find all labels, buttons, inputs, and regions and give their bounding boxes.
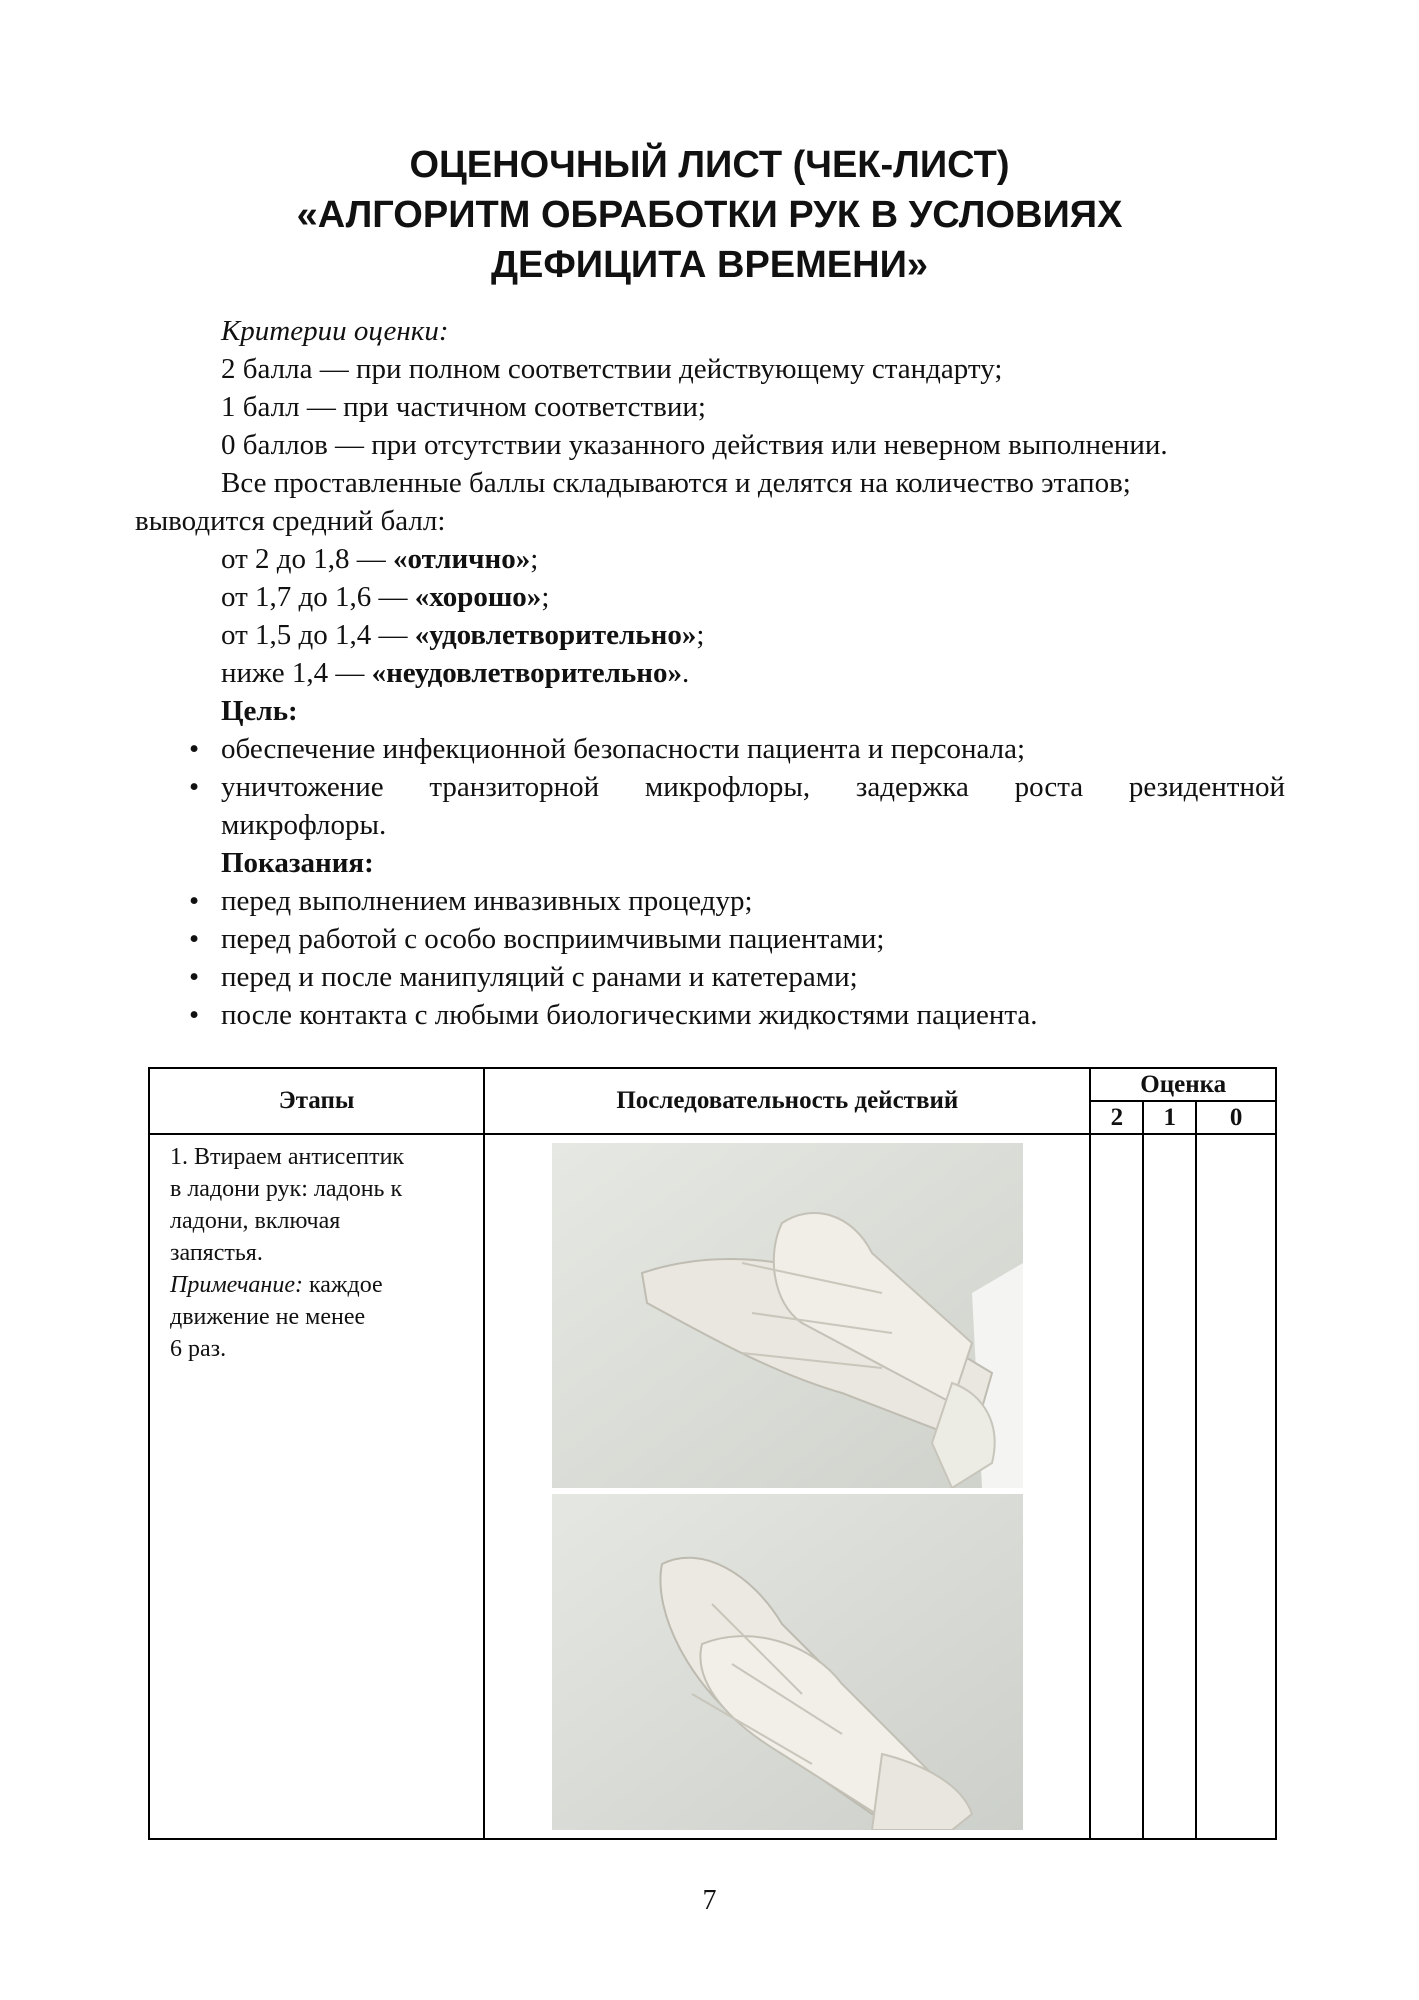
sequence-cell bbox=[484, 1134, 1090, 1839]
indication-text: перед работой с особо восприимчивыми пациентами; bbox=[221, 923, 885, 955]
grade-line bbox=[135, 540, 1285, 578]
sum-rule-line: Все проставленные баллы складываются и делятся на количество этапов; bbox=[221, 467, 1131, 499]
bullet-icon: • bbox=[189, 961, 200, 993]
stage-cell bbox=[149, 1134, 484, 1839]
grade-label: «удовлетворительно» bbox=[414, 619, 697, 651]
header-score-2: 2 bbox=[1090, 1101, 1143, 1134]
header-sequence: Последовательность действий bbox=[484, 1068, 1090, 1134]
criteria-line: 0 баллов — при отсутствии указанного действия или неверном выполнении. bbox=[221, 429, 1168, 461]
grade-label: «неудовлетворительно» bbox=[371, 657, 682, 689]
indication-item bbox=[135, 996, 1285, 1034]
goal-item-text: обеспечение инфекционной безопасности пациента и персонала; bbox=[221, 733, 1026, 765]
grade-end: ; bbox=[696, 619, 705, 651]
sum-rule-line: выводится средний балл: bbox=[135, 505, 446, 537]
header-score: Оценка bbox=[1090, 1068, 1276, 1101]
criteria-line: 2 балла — при полном соответствии действующему стандарту; bbox=[221, 353, 1003, 385]
bullet-icon: • bbox=[189, 885, 200, 917]
indication-item bbox=[135, 920, 1285, 958]
page-number: 7 bbox=[702, 1885, 717, 1916]
indication-item bbox=[135, 882, 1285, 920]
grade-range: ниже 1,4 — bbox=[221, 657, 372, 689]
document-title bbox=[0, 140, 1419, 290]
goal-heading: Цель: bbox=[221, 695, 298, 727]
stage-text-line: запястья. bbox=[170, 1240, 263, 1266]
indication-text: перед выполнением инвазивных процедур; bbox=[221, 885, 753, 917]
title-line-1: ОЦЕНОЧНЫЙ ЛИСТ (ЧЕК-ЛИСТ) bbox=[409, 144, 1010, 186]
title-line-2: «АЛГОРИТМ ОБРАБОТКИ РУК В УСЛОВИЯХ bbox=[296, 194, 1123, 236]
goal-item bbox=[135, 730, 1285, 768]
criteria-heading: Критерии оценки: bbox=[221, 315, 449, 347]
bullet-icon: • bbox=[189, 733, 200, 765]
grade-line bbox=[135, 654, 1285, 692]
photo-palm-to-palm-1 bbox=[552, 1143, 1023, 1488]
note-label: Примечание: bbox=[170, 1272, 303, 1298]
goal-item-text: уничтожение транзиторной микрофлоры, задержка роста резидентной bbox=[221, 771, 1285, 803]
grade-end: . bbox=[681, 657, 690, 689]
score-cell-1[interactable] bbox=[1143, 1134, 1196, 1839]
table-row bbox=[149, 1134, 1276, 1839]
grade-range: от 2 до 1,8 — bbox=[221, 543, 394, 575]
indication-item bbox=[135, 958, 1285, 996]
grade-end: ; bbox=[541, 581, 550, 613]
grade-line bbox=[135, 578, 1285, 616]
indications-heading: Показания: bbox=[221, 847, 374, 879]
bullet-icon: • bbox=[189, 771, 200, 803]
stage-text-line: ладони, включая bbox=[170, 1208, 341, 1234]
bullet-icon: • bbox=[189, 999, 200, 1031]
goal-item-continuation: микрофлоры. bbox=[221, 809, 387, 841]
stage-text-line: 1. Втираем антисептик bbox=[170, 1144, 405, 1170]
score-cell-0[interactable] bbox=[1196, 1134, 1276, 1839]
stage-text-line: в ладони рук: ладонь к bbox=[170, 1176, 403, 1202]
header-score-1: 1 bbox=[1143, 1101, 1196, 1134]
photo-palm-to-palm-2 bbox=[552, 1494, 1023, 1830]
body-text bbox=[135, 312, 1285, 1034]
header-score-0: 0 bbox=[1196, 1101, 1276, 1134]
grade-label: «отлично» bbox=[393, 543, 531, 575]
title-line-3: ДЕФИЦИТА ВРЕМЕНИ» bbox=[490, 244, 929, 286]
goal-item bbox=[135, 768, 1285, 806]
stage-note-line: 6 раз. bbox=[170, 1336, 227, 1362]
stage-note-line: движение не менее bbox=[170, 1304, 366, 1330]
indication-text: перед и после манипуляций с ранами и катетерами; bbox=[221, 961, 858, 993]
bullet-icon: • bbox=[189, 923, 200, 955]
indication-text: после контакта с любыми биологическими жидкостями пациента. bbox=[221, 999, 1038, 1031]
note-text: каждое bbox=[302, 1272, 383, 1298]
grade-range: от 1,7 до 1,6 — bbox=[221, 581, 415, 613]
score-cell-2[interactable] bbox=[1090, 1134, 1143, 1839]
checklist-table bbox=[148, 1067, 1277, 1840]
grade-range: от 1,5 до 1,4 — bbox=[221, 619, 415, 651]
stage-note bbox=[170, 1269, 473, 1301]
grade-line bbox=[135, 616, 1285, 654]
grade-label: «хорошо» bbox=[414, 581, 542, 613]
header-stages: Этапы bbox=[149, 1068, 484, 1134]
grade-end: ; bbox=[530, 543, 539, 575]
criteria-line: 1 балл — при частичном соответствии; bbox=[221, 391, 706, 423]
